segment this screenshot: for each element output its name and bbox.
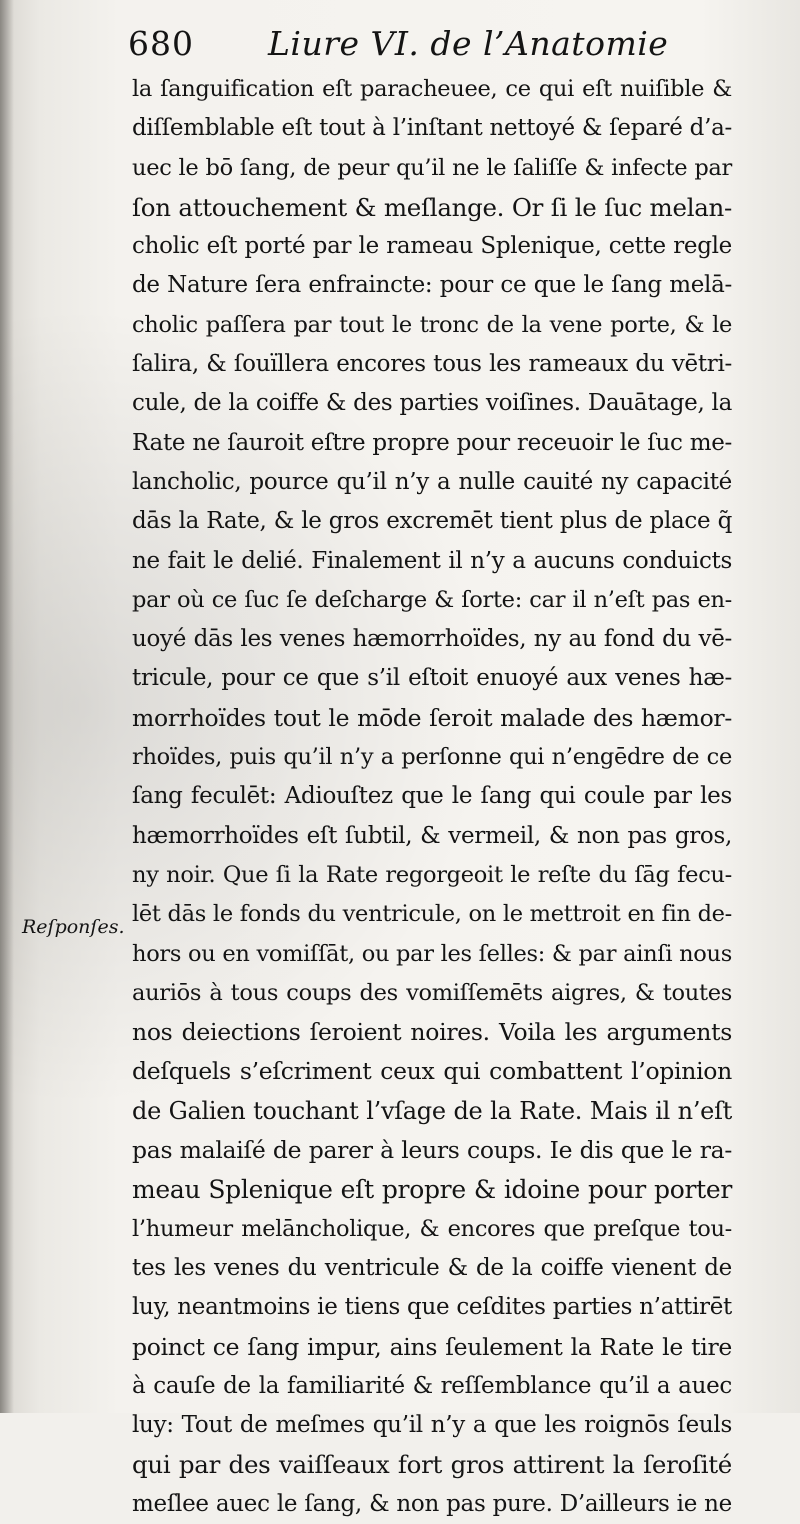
text-line: hæmorrhoïdes eſt ſubtil, & vermeil, & non pas gros, [132,822,732,849]
text-line: l’humeur melāncholique, & encores que preſque tou- [132,1215,732,1242]
text-line: de Galien touchant l’vſage de la Rate. Mais il n’eſt [132,1096,732,1125]
text-line: Rate ne ſauroit eſtre propre pour receuoir le ſuc me- [132,429,732,456]
text-line: dās la Rate, & le gros excremēt tient plus de place q̃ [132,508,732,535]
text-line: diſſemblable eſt tout à l’inſtant nettoyé & ſeparé d’a- [132,115,732,142]
text-line: qui par des vaiſſeaux fort gros attirent la ſeroſité [132,1450,732,1480]
text-line: lancholic, pource qu’il n’y a nulle cauité ny capacité [132,468,732,495]
text-line: uec le bō ſang, de peur qu’il ne le ſaliſſe & infecte par [132,154,732,181]
text-line: auriōs à tous coups des vomiſſemēts aigres, & toutes [132,979,732,1006]
text-line: nos deiections ſeroient noires. Voila les arguments [132,1018,732,1047]
binding-shadow [0,0,14,1413]
text-line: luy: Tout de meſmes qu’il n’y a que les roignōs ſeuls [132,1412,732,1439]
text-line: tes les venes du ventricule & de la coiffe vienent de [132,1254,732,1281]
body-text [132,70,732,1524]
text-line: de Nature ſera enfraincte: pour ce que le ſang melā- [132,272,732,299]
text-line: ne fait le delié. Finalement il n’y a aucuns conduicts [132,547,732,574]
text-line: ny noir. Que ſi la Rate regorgeoit le reſte du ſāg fecu- [132,861,732,888]
text-line: tricule, pour ce que s’il eſtoit enuoyé aux venes hæ- [132,665,732,692]
text-line: luy, neantmoins ie tiens que ceſdites parties n’attirēt [132,1294,732,1321]
text-line: à cauſe de la familiarité & reſſemblance qu’il a auec [132,1372,732,1399]
text-line: rhoïdes, puis qu’il n’y a perſonne qui n’engēdre de ce [132,744,732,771]
page-number: 680 [128,24,194,63]
text-line: meſlee auec le ſang, & non pas pure. D’ailleurs ie ne [132,1490,732,1517]
text-line: cholic eſt porté par le rameau Splenique, cette regle [132,233,732,260]
text-line: cule, de la coiffe & des parties voiſines. Dauātage, la [132,390,732,417]
text-line: lēt dās le fonds du ventricule, on le mettroit en fin de- [132,901,732,928]
text-line: poinct ce ſang impur, ains ſeulement la Rate le tire [132,1332,732,1361]
page-header [128,22,748,66]
text-line: hors ou en vomiſſāt, ou par les ſelles: & par ainſi nous [132,940,732,967]
text-line: cholic paſſera par tout le tronc de la vene porte, & le [132,311,732,338]
text-line: morrhoïdes tout le mōde ſeroit malade des hæmor- [132,703,732,732]
text-line: la ſanguification eſt paracheuee, ce qui eſt nuiſible & [132,76,732,102]
text-line: ſon attouchement & meſlange. Or ſi le ſuc melan- [132,192,732,222]
running-title: Liure VI. de l’Anatomie [268,24,669,63]
text-line: pas malaiſé de parer à leurs coups. Ie dis que le ra- [132,1136,732,1165]
margin-note: Reſponſes. [22,916,125,938]
text-line: par où ce ſuc ſe deſcharge & ſorte: car il n’eſt pas en- [132,586,732,613]
text-line: meau Splenique eſt propre & idoine pour porter [132,1175,732,1205]
text-line: ſalira, & ſouïllera encores tous les rameaux du vētri- [132,351,732,378]
text-line: deſquels s’eſcriment ceux qui combattent l’opinion [132,1057,732,1086]
text-line: ſang feculēt: Adiouſtez que le ſang qui coule par les [132,783,732,810]
text-line: uoyé dās les venes hæmorrhoïdes, ny au fond du vē- [132,626,732,653]
